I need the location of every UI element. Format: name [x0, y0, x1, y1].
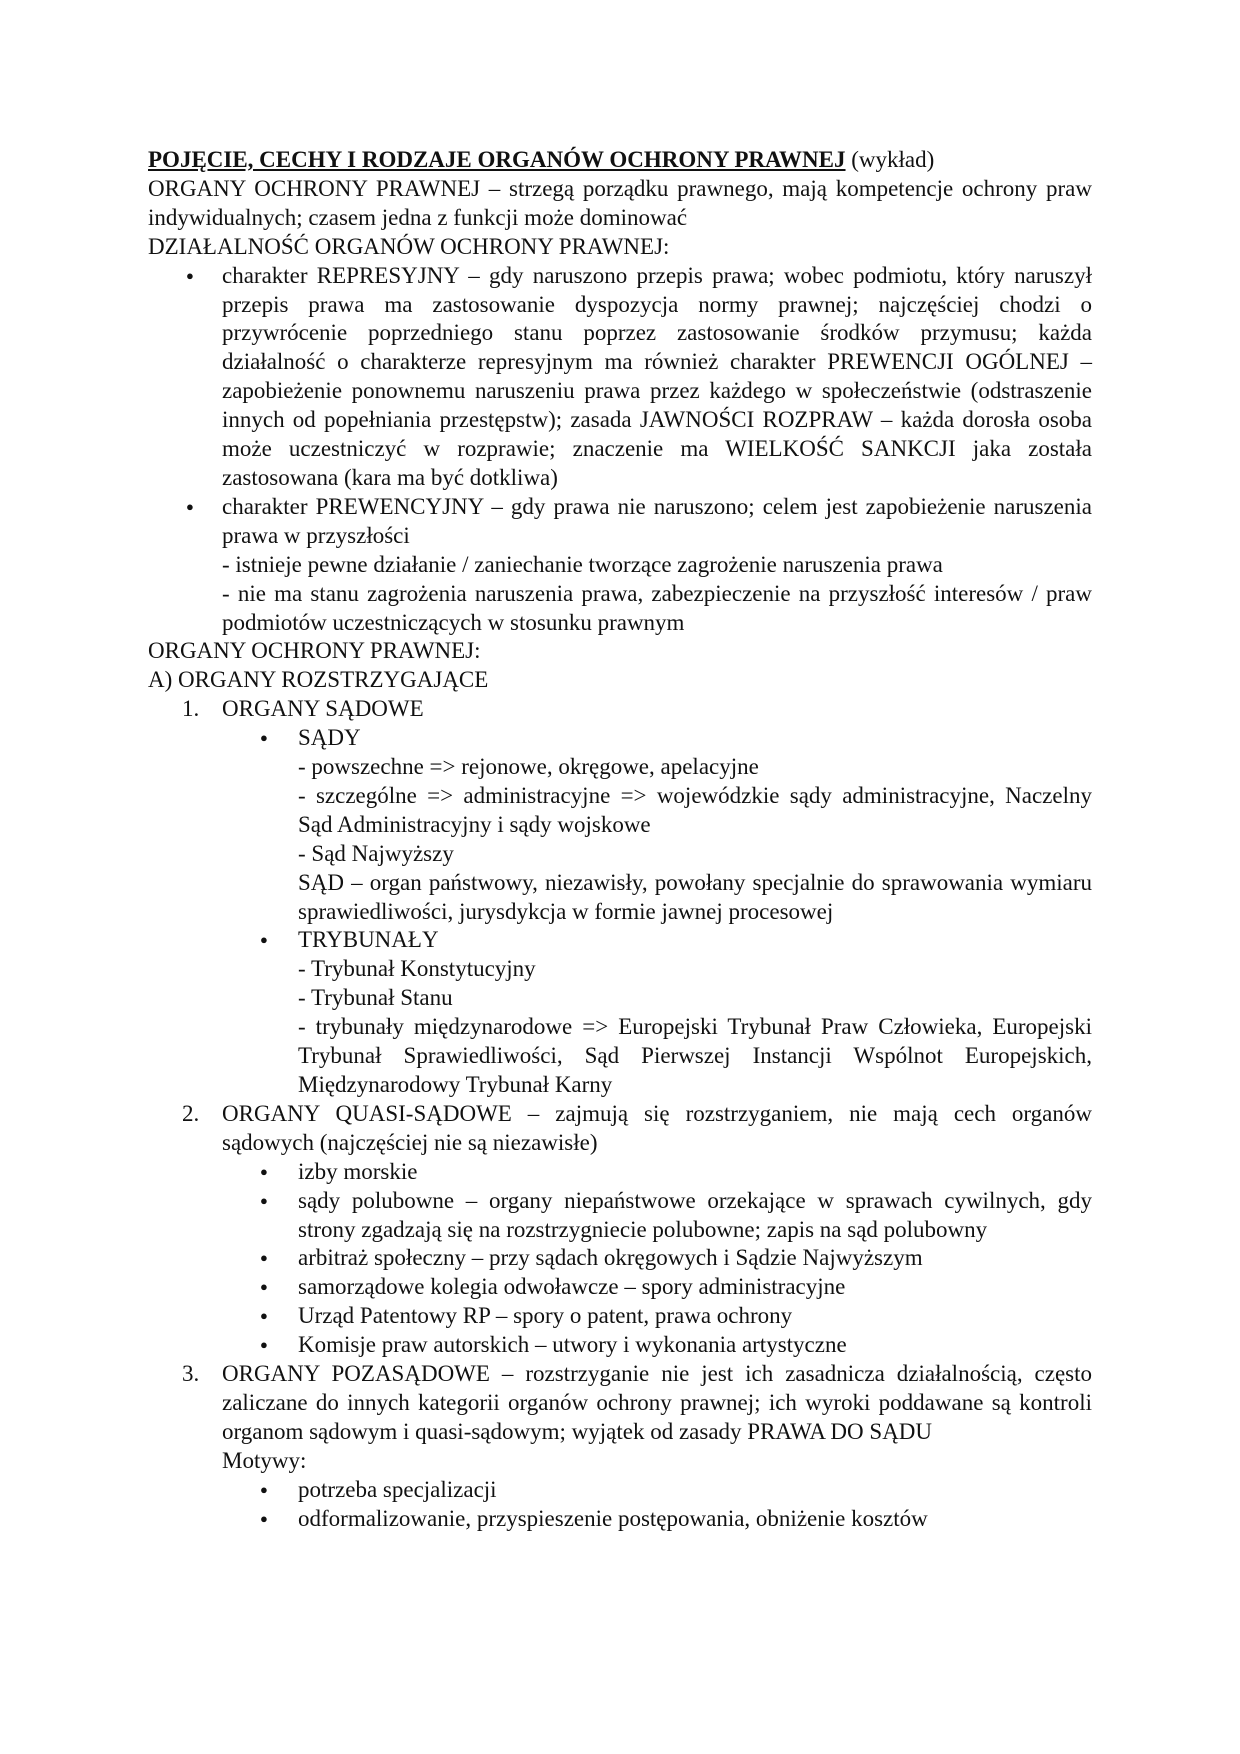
item-number: 1.	[182, 696, 200, 722]
item-label: ORGANY SĄDOWE	[222, 696, 424, 722]
intro-definition: ORGANY OCHRONY PRAWNEJ – strzegą porządku prawnego, mają kompetencje ochrony praw indywidualnych; czasem jedna z funkcji może dominować	[148, 175, 1092, 230]
list-item: ● odformalizowanie, przyspieszenie postępowania, obniżenie kosztów	[298, 1505, 1092, 1534]
courts-line-1: - powszechne => rejonowe, okręgowe, apelacyjne	[298, 754, 759, 780]
court-organs-list	[222, 724, 1092, 1100]
preventive-sub-2: - nie ma stanu zagrożenia naruszenia prawa, zabezpieczenie na przyszłość interesów / praw podmiotów uczestniczących w stosunku prawnym	[222, 580, 1092, 635]
preventive-sub-1: - istnieje pewne działanie / zaniechanie tworzące zagrożenie naruszenia prawa	[222, 551, 943, 577]
list-item-court-organs	[182, 695, 1092, 1100]
section-a-heading: A) ORGANY ROZSTRZYGAJĄCE	[148, 667, 489, 693]
list-item: ● izby morskie	[298, 1158, 1092, 1187]
out-of-court-text: ORGANY POZASĄDOWE – rozstrzyganie nie jest ich zasadnicza działalnością, często zaliczane do innych kategorii organów ochrony prawnej; ich wyroki poddawane są kontroli organom sądowym i quasi-sądowym; wyjątek od zasady PRAWA DO SĄDU	[222, 1361, 1092, 1444]
list-item-repressive: ● charakter REPRESYJNY – gdy naruszono przepis prawa; wobec podmiotu, który naruszył przepis prawa ma zastosowanie dyspozycja normy prawnej; najczęściej chodzi o przywrócenie poprzedniego stanu poprzez zastosowanie środków przymusu; każda działalność o charakterze represyjnym ma również charakter PREWENCJI OGÓLNEJ – zapobieżenie ponownemu naruszeniu prawa przez każdego w społeczeństwie (odstraszenie innych od popełniania przestępstw); zasada JAWNOŚCI ROZPRAW – każda dorosła osoba może uczestniczyć w rozprawie; znaczenie ma WIELKOŚĆ SANKCJI jaka została zastosowana (kara ma być dotkliwa)	[222, 262, 1092, 493]
organs-heading: ORGANY OCHRONY PRAWNEJ:	[148, 638, 481, 664]
title-suffix: (wykład)	[845, 147, 935, 172]
item-number: 3.	[182, 1361, 200, 1387]
activity-list	[148, 262, 1092, 638]
list-item-quasi-court-organs	[182, 1100, 1092, 1360]
tribunals-line-3: - trybunały międzynarodowe => Europejski Trybunał Praw Człowieka, Europejski Trybunał Sprawiedliwości, Sąd Pierwszej Instancji Wspólnot Europejskich, Międzynarodowy Trybunał Karny	[298, 1014, 1092, 1097]
list-item: ● arbitraż społeczny – przy sądach okręgowych i Sądzie Najwyższym	[298, 1244, 1092, 1273]
tribunals-label: ● TRYBUNAŁY	[298, 927, 439, 953]
title-main: POJĘCIE, CECHY I RODZAJE ORGANÓW OCHRONY PRAWNEJ	[148, 147, 846, 172]
quasi-court-list	[222, 1158, 1092, 1360]
item-number: 2.	[182, 1100, 200, 1126]
tribunals-line-1: - Trybunał Konstytucyjny	[298, 956, 536, 982]
list-item: ● Urząd Patentowy RP – spory o patent, prawa ochrony	[298, 1302, 1092, 1331]
list-item: ● sądy polubowne – organy niepaństwowe orzekające w sprawach cywilnych, gdy strony zgadzają się na rozstrzygniecie polubowne; zapis na sąd polubowny	[298, 1187, 1092, 1245]
list-item-courts	[298, 724, 1092, 926]
list-item-out-of-court-organs	[182, 1360, 1092, 1533]
courts-line-2: - szczególne => administracyjne => wojewódzkie sądy administracyjne, Naczelny Sąd Administracyjny i sądy wojskowe	[298, 782, 1092, 837]
list-item: ● samorządowe kolegia odwoławcze – spory administracyjne	[298, 1273, 1092, 1302]
list-item: ● potrzeba specjalizacji	[298, 1476, 1092, 1505]
list-item-tribunals	[298, 926, 1092, 1099]
document-page	[148, 146, 1092, 1534]
court-definition: SĄD – organ państwowy, niezawisły, powołany specjalnie do sprawowania wymiaru sprawiedliwości, jurysdykcja w formie jawnej procesowej	[298, 869, 1092, 924]
courts-label: ● SĄDY	[298, 725, 361, 751]
tribunals-line-2: - Trybunał Stanu	[298, 985, 453, 1011]
motives-list	[222, 1476, 1092, 1534]
document-title	[148, 146, 1092, 175]
preventive-text: ● charakter PREWENCYJNY – gdy prawa nie naruszono; celem jest zapobieżenie naruszenia prawa w przyszłości	[222, 493, 1092, 548]
activity-heading: DZIAŁALNOŚĆ ORGANÓW OCHRONY PRAWNEJ:	[148, 233, 670, 259]
quasi-court-text: ORGANY QUASI-SĄDOWE – zajmują się rozstrzyganiem, nie mają cech organów sądowych (najczęściej nie są niezawisłe)	[222, 1100, 1092, 1155]
list-item: ● Komisje praw autorskich – utwory i wykonania artystyczne	[298, 1331, 1092, 1360]
organs-list	[148, 695, 1092, 1533]
list-item-preventive	[222, 493, 1092, 638]
courts-line-3: - Sąd Najwyższy	[298, 840, 454, 866]
motives-label: Motywy:	[222, 1447, 307, 1473]
